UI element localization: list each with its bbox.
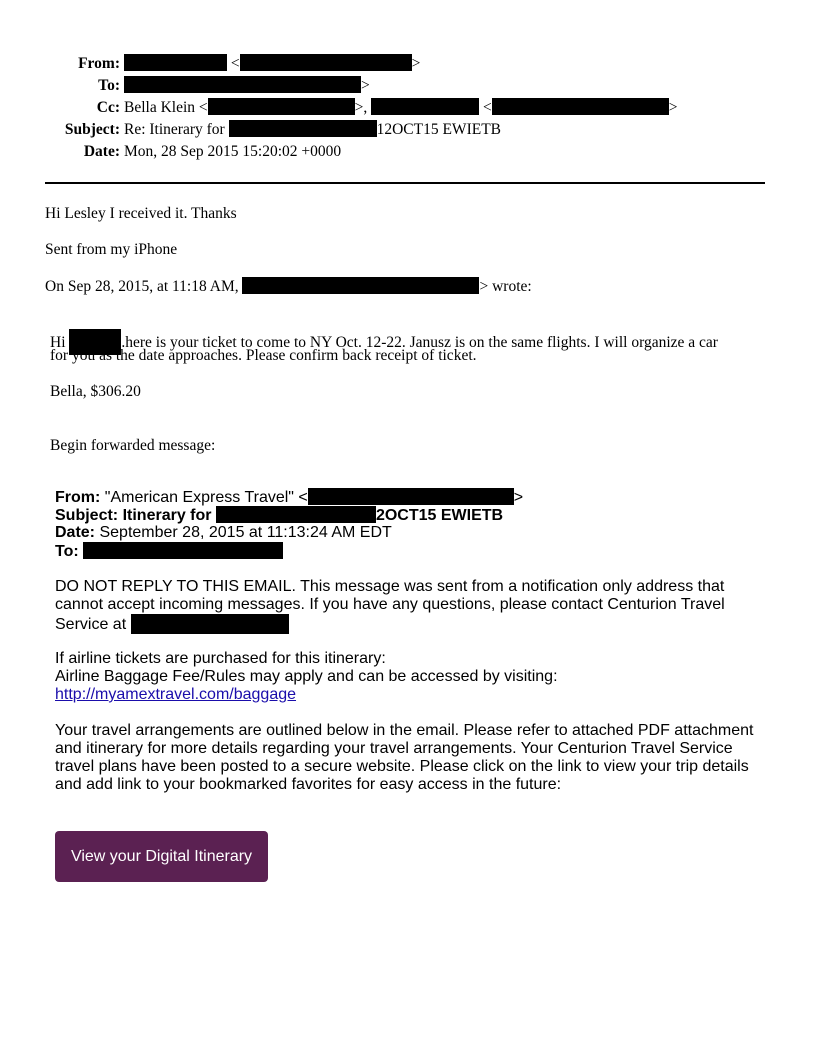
header-date-row <box>0 143 341 161</box>
redaction-box <box>492 98 669 115</box>
fwd-date-label: Date: <box>55 524 96 541</box>
quoted-para-line-1: Hi .here is your ticket to come to NY Oct. 12-22. Janusz is on the same flights. I will organize a car <box>50 329 718 355</box>
fwd-to-label: To: <box>55 543 79 560</box>
fwd-from-label: From: <box>55 489 101 506</box>
from-label: From: <box>78 55 120 72</box>
fwd-date-row: Date: September 28, 2015 at 11:13:24 AM EDT <box>55 524 392 541</box>
notice-line-1: DO NOT REPLY TO THIS EMAIL. This message was sent from a notification only address that <box>55 578 725 595</box>
header-divider <box>45 182 765 184</box>
forwarded-heading: Begin forwarded message: <box>50 437 216 454</box>
cc-label: Cc: <box>96 99 120 116</box>
notice-line-3: Service at <box>55 614 289 634</box>
baggage-link[interactable]: http://myamextravel.com/baggage <box>55 686 297 703</box>
travel-line-3: travel plans have been posted to a secure website. Please click on the link to view your trip details <box>55 758 749 775</box>
fwd-from-row: From: "American Express Travel" < > <box>55 489 524 506</box>
header-from-row: From: < > <box>0 54 420 73</box>
view-itinerary-button[interactable] <box>55 831 268 882</box>
quote-attribution: On Sep 28, 2015, at 11:18 AM, > wrote: <box>45 278 532 295</box>
notice-line-2: cannot accept incoming messages. If you have any questions, please contact Centurion Travel <box>55 596 725 613</box>
header-cc-row: Cc: Bella Klein < >, < > <box>0 98 678 117</box>
quoted-para-line-2: for you as the date approaches. Please confirm back receipt of ticket. <box>50 347 477 364</box>
travel-line-1: Your travel arrangements are outlined below in the email. Please refer to attached PDF attachment <box>55 722 754 739</box>
redaction-box <box>83 542 283 559</box>
header-to-row: To: > <box>0 76 370 95</box>
redaction-box <box>240 54 412 71</box>
to-label: To: <box>98 77 120 94</box>
redaction-box <box>124 76 361 93</box>
cc-name: Bella Klein < <box>124 99 208 116</box>
quoted-signoff: Bella, $306.20 <box>50 383 141 400</box>
date-label: Date: <box>83 143 120 160</box>
redaction-box <box>242 277 479 294</box>
travel-line-2: and itinerary for more details regarding your travel arrangements. Your Centurion Travel Service <box>55 740 733 757</box>
travel-line-4: and add link to your bookmarked favorites for easy access in the future: <box>55 776 562 793</box>
redaction-box <box>371 98 479 115</box>
fwd-subject-label: Subject: <box>55 507 119 524</box>
redaction-box <box>229 120 377 137</box>
airline-line-1: If airline tickets are purchased for this itinerary: <box>55 650 386 667</box>
date-value: Mon, 28 Sep 2015 15:20:02 +0000 <box>124 143 342 160</box>
reply-line: Hi Lesley I received it. Thanks <box>45 205 237 222</box>
fwd-subject-row: Subject: Itinerary for 2OCT15 EWIETB <box>55 507 504 524</box>
redaction-box <box>131 614 289 634</box>
redaction-box <box>216 506 376 523</box>
redaction-box <box>208 98 355 115</box>
header-subject-row: Subject: Re: Itinerary for 12OCT15 EWIETB <box>0 120 501 139</box>
fwd-to-row <box>55 542 283 561</box>
signature-line: Sent from my iPhone <box>45 241 178 258</box>
redaction-box <box>124 54 227 71</box>
view-itinerary-button-label: View your Digital Itinerary <box>70 847 253 865</box>
airline-line-2: Airline Baggage Fee/Rules may apply and can be accessed by visiting: <box>55 668 558 685</box>
subject-label: Subject: <box>64 121 120 138</box>
redaction-box <box>308 488 514 505</box>
